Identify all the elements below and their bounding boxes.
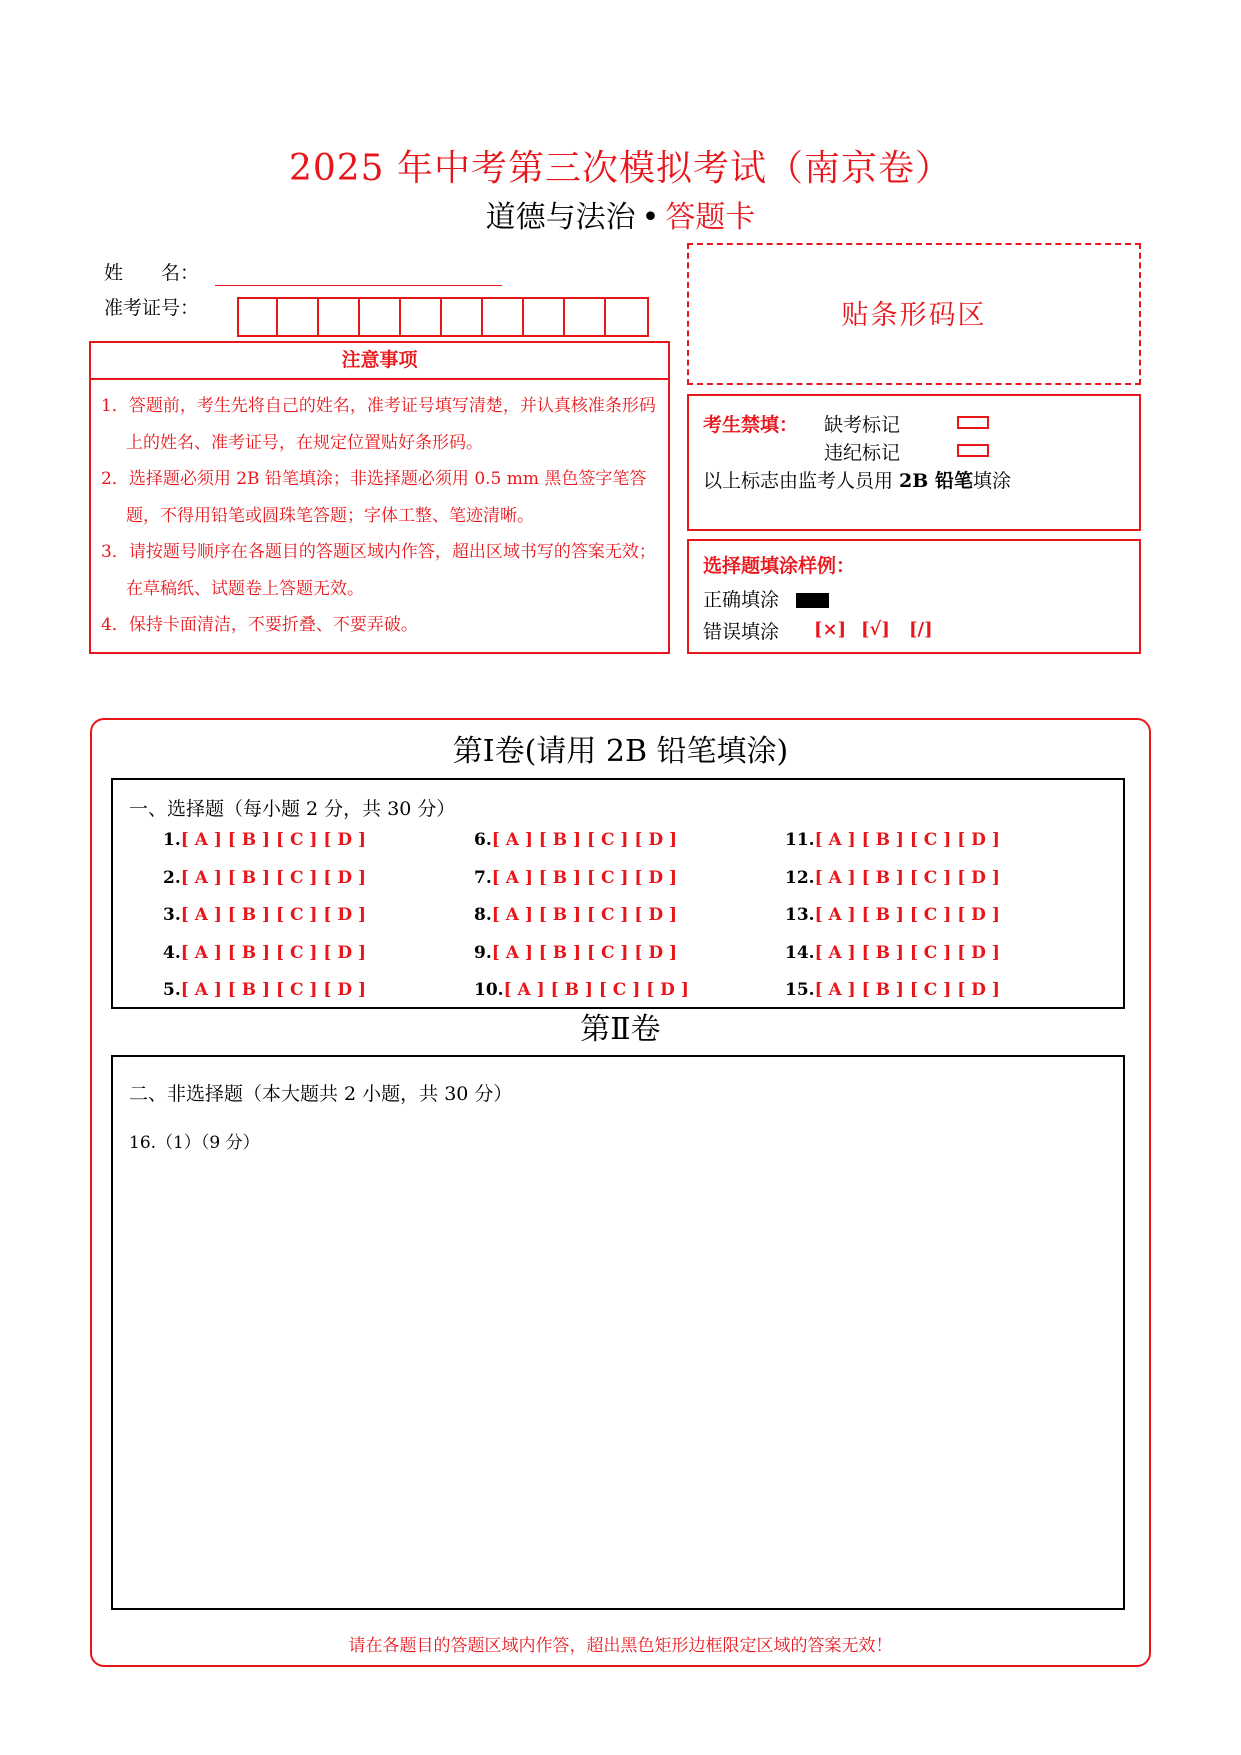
question-number: 3.	[163, 905, 181, 925]
barcode-area	[687, 243, 1141, 385]
mc-question[interactable]	[163, 905, 366, 943]
exam-id-digit-box[interactable]	[608, 299, 647, 335]
mc-heading: 一、选择题（每小题 2 分，共 30 分）	[129, 798, 456, 820]
notice-item: 4．保持卡面清洁，不要折叠、不要弄破。	[101, 615, 418, 635]
violation-mark-box[interactable]	[957, 444, 989, 457]
proctor-box	[687, 394, 1141, 531]
question-number: 11.	[785, 830, 815, 850]
ban-note-prefix: 以上标志由监考人员用	[703, 470, 900, 492]
ban-note-bold: 2B 铅笔	[899, 470, 973, 492]
absent-label: 缺考标记	[824, 414, 901, 436]
answer-options[interactable]: [ A ] [ B ] [ C ] [ D ]	[814, 905, 1000, 925]
question-number: 8.	[474, 905, 492, 925]
subject-name: 道德与法治	[485, 200, 636, 235]
answer-options[interactable]: [ A ] [ B ] [ C ] [ D ]	[180, 905, 367, 925]
mc-column-2	[474, 830, 689, 1018]
wrong-mark-cross: [×]	[814, 619, 847, 640]
mc-question[interactable]	[474, 830, 689, 868]
answer-options[interactable]: [ A ] [ B ] [ C ] [ D ]	[503, 980, 689, 1000]
notice-title: 注意事项	[89, 341, 670, 380]
exam-id-digit-box[interactable]	[567, 299, 606, 335]
subject-title	[0, 192, 1241, 236]
exam-id-digit-box[interactable]	[362, 299, 401, 335]
exam-id-digit-box[interactable]	[280, 299, 319, 335]
mc-question[interactable]	[785, 868, 1000, 906]
wrong-fill-label: 错误填涂	[703, 621, 780, 643]
mc-question[interactable]	[785, 830, 1000, 868]
answer-options[interactable]: [ A ] [ B ] [ C ] [ D ]	[491, 905, 678, 925]
fill-sample-box	[687, 539, 1141, 654]
exam-id-digit-box[interactable]	[444, 299, 483, 335]
answer-options[interactable]: [ A ] [ B ] [ C ] [ D ]	[180, 867, 367, 888]
notice-item: 1．答题前，考生先将自己的姓名，准考证号填写清楚，并认真核准条形码上的姓名、准考证号，在规定位置贴好条形码。	[101, 396, 656, 453]
answer-options[interactable]: [ A ] [ B ] [ C ] [ D ]	[491, 830, 678, 850]
exam-id-boxes[interactable]	[237, 297, 649, 337]
wrong-mark-check: [√]	[861, 619, 890, 640]
ban-note	[703, 466, 1011, 493]
answer-options[interactable]: [ A ] [ B ] [ C ] [ D ]	[180, 980, 367, 1000]
exam-title: 2025 年中考第三次模拟考试（南京卷）	[288, 148, 953, 189]
wrong-mark-slash: [/]	[909, 619, 933, 640]
question-number: 9.	[474, 942, 492, 963]
name-label: 姓 名：	[104, 262, 200, 284]
written-answer-area[interactable]	[111, 1055, 1125, 1610]
section2-title: 第Ⅱ卷	[580, 1012, 661, 1047]
mc-column-1	[163, 830, 366, 1018]
notice-item: 2．选择题必须用 2B 铅笔填涂；非选择题必须用 0.5 mm 黑色签字笔答题，不得用铅笔或圆珠笔答题；字体工整、笔迹清晰。	[101, 469, 647, 526]
question-number: 14.	[785, 942, 815, 963]
correct-fill-block	[796, 593, 829, 608]
card-label: 答题卡	[665, 200, 756, 235]
title-dot: •	[641, 200, 660, 235]
exam-id-digit-box[interactable]	[485, 299, 524, 335]
ban-note-suffix: 填涂	[972, 470, 1011, 492]
footer-warning: 请在各题目的答题区域内作答，超出黑色矩形边框限定区域的答案无效！	[348, 1636, 893, 1656]
barcode-label: 贴条形码区	[841, 300, 987, 331]
answer-options[interactable]: [ A ] [ B ] [ C ] [ D ]	[180, 942, 367, 963]
question-number: 2.	[163, 867, 181, 888]
question-number: 6.	[474, 830, 492, 850]
answer-options[interactable]: [ A ] [ B ] [ C ] [ D ]	[814, 980, 1000, 1000]
answer-options[interactable]: [ A ] [ B ] [ C ] [ D ]	[814, 942, 1000, 963]
notice-item: 3．请按题号顺序在各题目的答题区域内作答，超出区域书写的答案无效；在草稿纸、试题卷上答题无效。	[101, 542, 656, 599]
question-number: 5.	[163, 980, 181, 1000]
question-number: 10.	[474, 980, 504, 1000]
mc-column-3	[785, 830, 1000, 1018]
answer-options[interactable]: [ A ] [ B ] [ C ] [ D ]	[814, 830, 1000, 850]
sample-label: 选择题填涂样例：	[703, 555, 856, 577]
mc-question[interactable]	[163, 830, 366, 868]
exam-id-digit-box[interactable]	[403, 299, 442, 335]
answer-options[interactable]: [ A ] [ B ] [ C ] [ D ]	[814, 867, 1000, 888]
mc-question[interactable]	[163, 868, 366, 906]
section1-title: 第Ⅰ卷(请用 2B 铅笔填涂)	[452, 734, 789, 769]
absent-mark-box[interactable]	[957, 416, 989, 429]
mc-question[interactable]	[474, 943, 689, 981]
answer-options[interactable]: [ A ] [ B ] [ C ] [ D ]	[491, 942, 678, 963]
mc-question[interactable]	[785, 905, 1000, 943]
question-number: 7.	[474, 867, 492, 888]
mc-question[interactable]	[474, 868, 689, 906]
answer-options[interactable]: [ A ] [ B ] [ C ] [ D ]	[180, 830, 367, 850]
violation-label: 违纪标记	[824, 442, 901, 464]
notice-body	[89, 380, 670, 654]
mc-question[interactable]	[785, 943, 1000, 981]
exam-id-digit-box[interactable]	[321, 299, 360, 335]
correct-fill-label: 正确填涂	[703, 589, 780, 611]
question-16-label: 16.（1）（9 分）	[129, 1133, 260, 1153]
multiple-choice-box	[111, 778, 1125, 1009]
question-number: 13.	[785, 905, 815, 925]
question-number: 12.	[785, 867, 815, 888]
ban-label: 考生禁填：	[703, 414, 799, 436]
question-number: 15.	[785, 980, 815, 1000]
exam-id-digit-box[interactable]	[526, 299, 565, 335]
name-field[interactable]	[215, 285, 502, 286]
mc-question[interactable]	[163, 943, 366, 981]
answer-options[interactable]: [ A ] [ B ] [ C ] [ D ]	[491, 867, 678, 888]
exam-id-digit-box[interactable]	[239, 299, 278, 335]
mc-question[interactable]	[474, 905, 689, 943]
question-number: 1.	[163, 830, 181, 850]
question-number: 4.	[163, 942, 181, 963]
non-mc-heading: 二、非选择题（本大题共 2 小题，共 30 分）	[129, 1083, 513, 1105]
exam-id-label: 准考证号：	[104, 297, 200, 319]
